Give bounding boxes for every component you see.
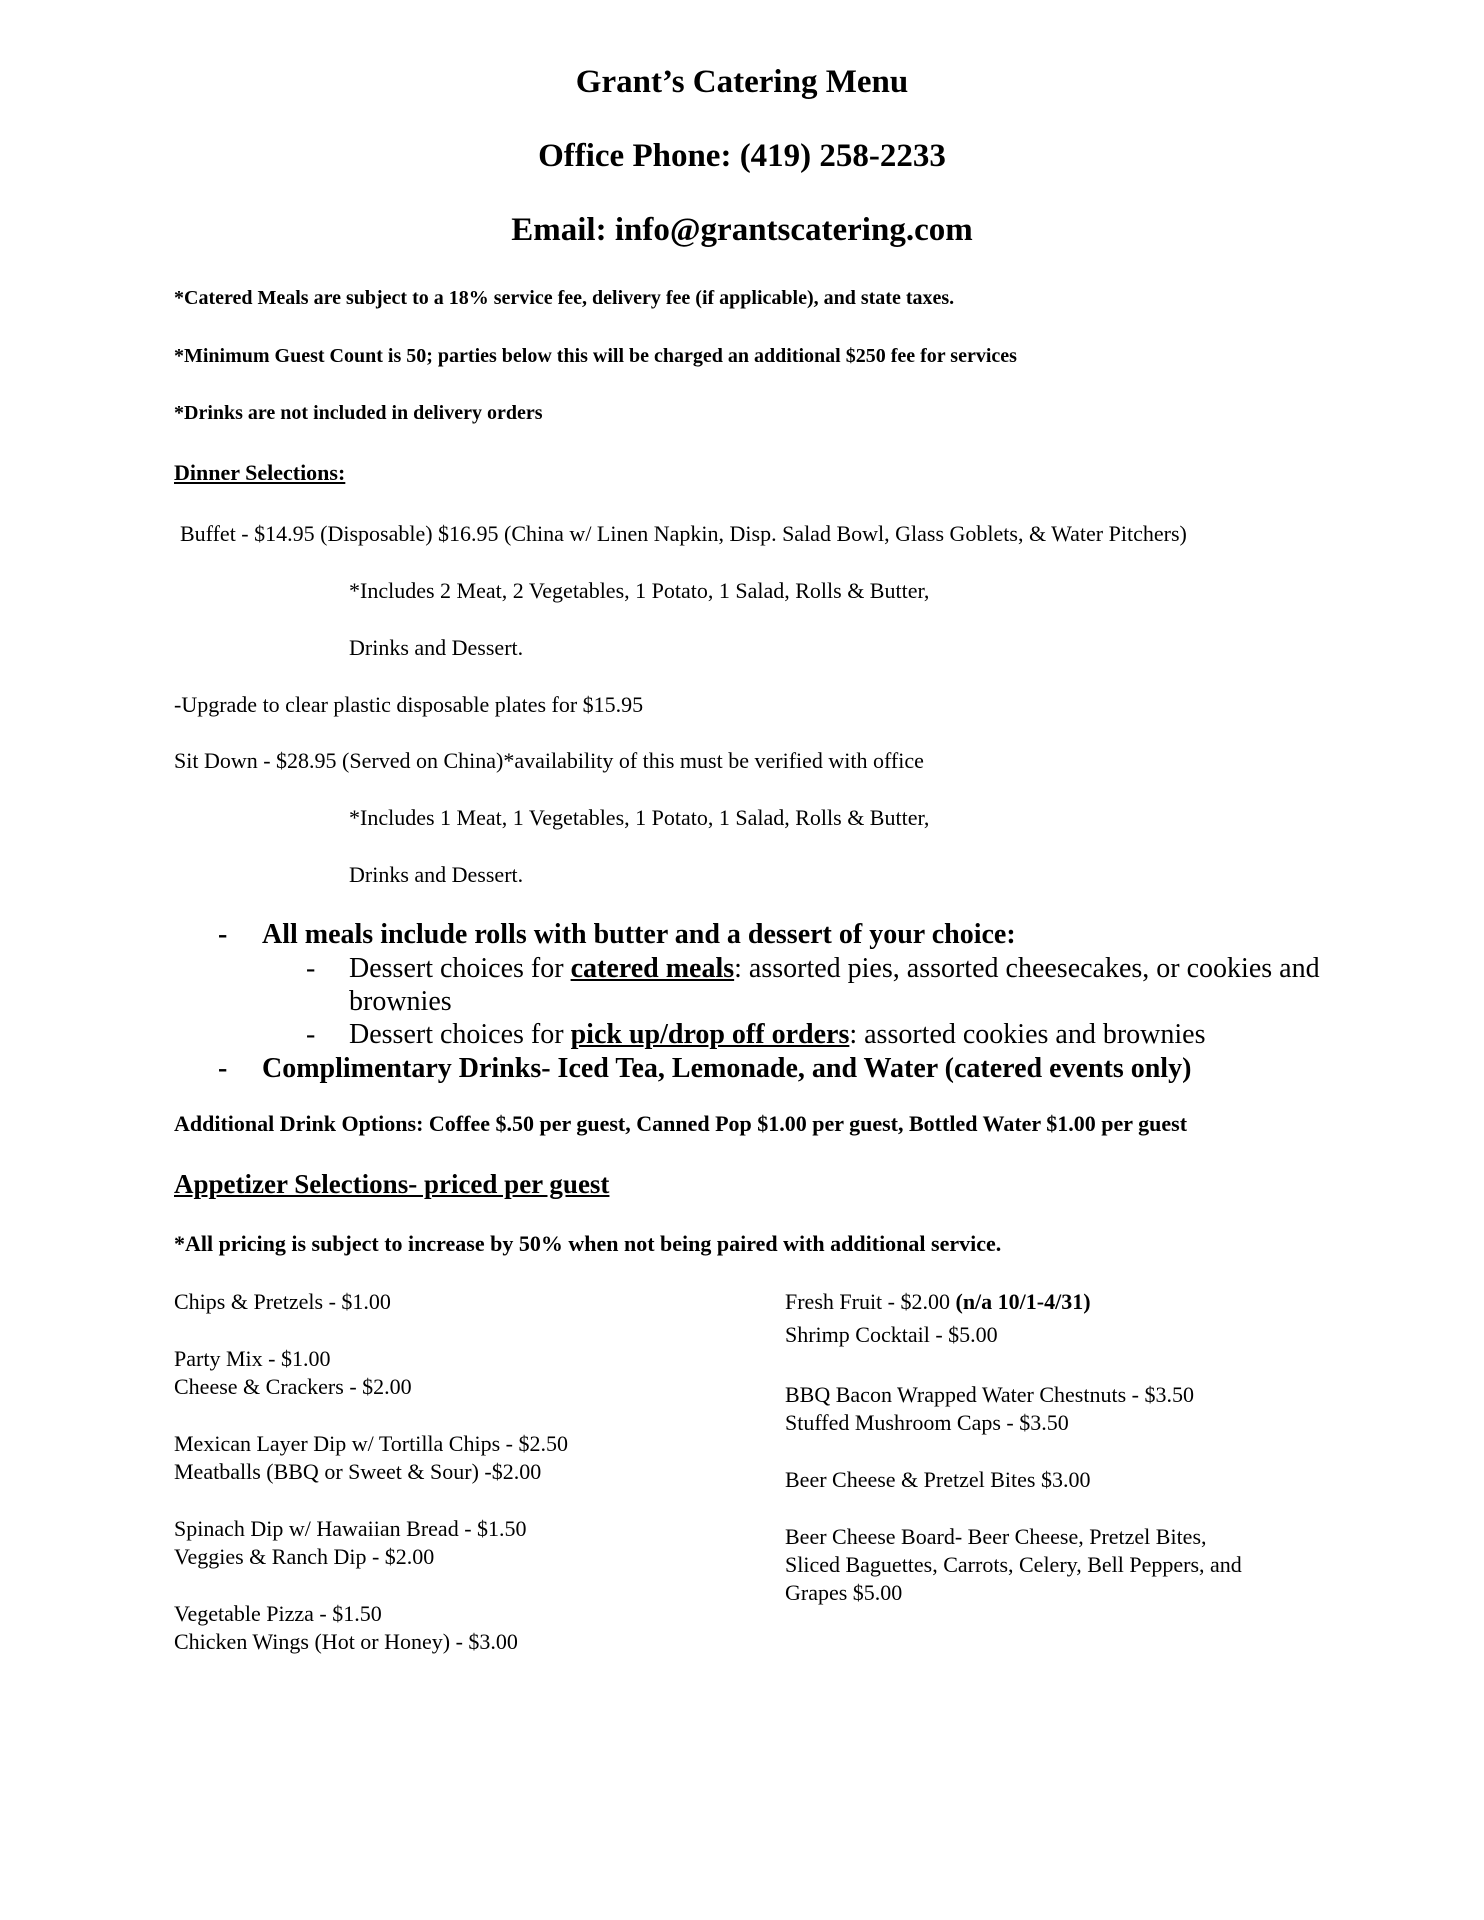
dinner-selections-heading: Dinner Selections: xyxy=(174,460,346,485)
appetizer-item: Vegetable Pizza - $1.50 xyxy=(174,1601,382,1626)
catered-meals-emphasis: catered meals xyxy=(570,953,735,984)
fresh-fruit-text: Fresh Fruit - $2.00 xyxy=(785,1289,956,1314)
appetizer-item: Party Mix - $1.00 xyxy=(174,1346,331,1371)
appetizer-item: Spinach Dip w/ Hawaiian Bread - $1.50 xyxy=(174,1516,527,1541)
drinks-delivery-note: *Drinks are not included in delivery orders xyxy=(174,402,543,424)
appetizer-item: Cheese & Crackers - $2.00 xyxy=(174,1374,412,1399)
office-phone: Office Phone: (419) 258-2233 xyxy=(538,138,946,174)
pickup-emphasis: pick up/drop off orders xyxy=(570,1019,850,1050)
appetizer-item: Beer Cheese Board- Beer Cheese, Pretzel Bites, xyxy=(785,1524,1207,1549)
meals-include-bullet: All meals include rolls with butter and a dessert of your choice: xyxy=(262,919,1016,950)
appetizer-item: Chips & Pretzels - $1.00 xyxy=(174,1289,391,1314)
catered-dessert-bullet xyxy=(349,952,1324,1018)
bullet-dash: - xyxy=(218,1053,228,1084)
catered-prefix: Dessert choices for xyxy=(349,953,571,984)
pickup-suffix: : assorted cookies and brownies xyxy=(849,1019,1206,1050)
service-fee-note: *Catered Meals are subject to a 18% service fee, delivery fee (if applicable), and state taxes. xyxy=(174,287,955,309)
sitdown-includes-line1: *Includes 1 Meat, 1 Vegetables, 1 Potato, 1 Salad, Rolls & Butter, xyxy=(349,805,930,830)
appetizer-item: Beer Cheese & Pretzel Bites $3.00 xyxy=(785,1467,1091,1492)
appetizer-item: Mexican Layer Dip w/ Tortilla Chips - $2.50 xyxy=(174,1431,568,1456)
additional-drink-options: Additional Drink Options: Coffee $.50 per guest, Canned Pop $1.00 per guest, Bottled Water $1.00 per guest xyxy=(174,1111,1188,1136)
complimentary-drinks-bullet: Complimentary Drinks- Iced Tea, Lemonade, and Water (catered events only) xyxy=(262,1053,1192,1084)
sitdown-line: Sit Down - $28.95 (Served on China)*availability of this must be verified with office xyxy=(174,748,924,773)
appetizer-pricing-note: *All pricing is subject to increase by 50% when not being paired with additional service. xyxy=(174,1231,1002,1256)
page-title: Grant’s Catering Menu xyxy=(575,64,909,100)
buffet-includes-line2: Drinks and Dessert. xyxy=(349,635,524,660)
sitdown-includes-line2: Drinks and Dessert. xyxy=(349,862,524,887)
appetizer-item: Veggies & Ranch Dip - $2.00 xyxy=(174,1544,435,1569)
pickup-prefix: Dessert choices for xyxy=(349,1019,571,1050)
fresh-fruit-availability: (n/a 10/1-4/31) xyxy=(955,1289,1091,1314)
guest-count-note: *Minimum Guest Count is 50; parties below this will be charged an additional $250 fee for services xyxy=(174,345,1017,367)
appetizer-item: Chicken Wings (Hot or Honey) - $3.00 xyxy=(174,1629,518,1654)
upgrade-line: -Upgrade to clear plastic disposable plates for $15.95 xyxy=(174,692,644,717)
buffet-includes-line1: *Includes 2 Meat, 2 Vegetables, 1 Potato, 1 Salad, Rolls & Butter, xyxy=(349,578,930,603)
appetizer-item: Meatballs (BBQ or Sweet & Sour) -$2.00 xyxy=(174,1459,542,1484)
appetizer-item: BBQ Bacon Wrapped Water Chestnuts - $3.50 xyxy=(785,1382,1194,1407)
sub-bullet-dash: - xyxy=(306,1019,316,1050)
appetizer-selections-heading: Appetizer Selections- priced per guest xyxy=(174,1169,610,1199)
sub-bullet-dash: - xyxy=(306,953,316,984)
buffet-line: Buffet - $14.95 (Disposable) $16.95 (China w/ Linen Napkin, Disp. Salad Bowl, Glass Goblets, & Water Pitchers) xyxy=(180,521,1187,546)
appetizer-item: Sliced Baguettes, Carrots, Celery, Bell Peppers, and xyxy=(785,1552,1242,1577)
appetizer-item-fresh-fruit xyxy=(785,1288,1091,1316)
appetizer-item: Grapes $5.00 xyxy=(785,1580,903,1605)
email-address: Email: info@grantscatering.com xyxy=(511,212,973,248)
appetizer-item: Shrimp Cocktail - $5.00 xyxy=(785,1322,998,1347)
pickup-dessert-bullet xyxy=(349,1018,1205,1051)
catered-suffix: : assorted pies, assorted cheesecakes, or cookies and brownies xyxy=(349,953,1320,1018)
bullet-dash: - xyxy=(218,919,228,950)
appetizer-item: Stuffed Mushroom Caps - $3.50 xyxy=(785,1410,1069,1435)
